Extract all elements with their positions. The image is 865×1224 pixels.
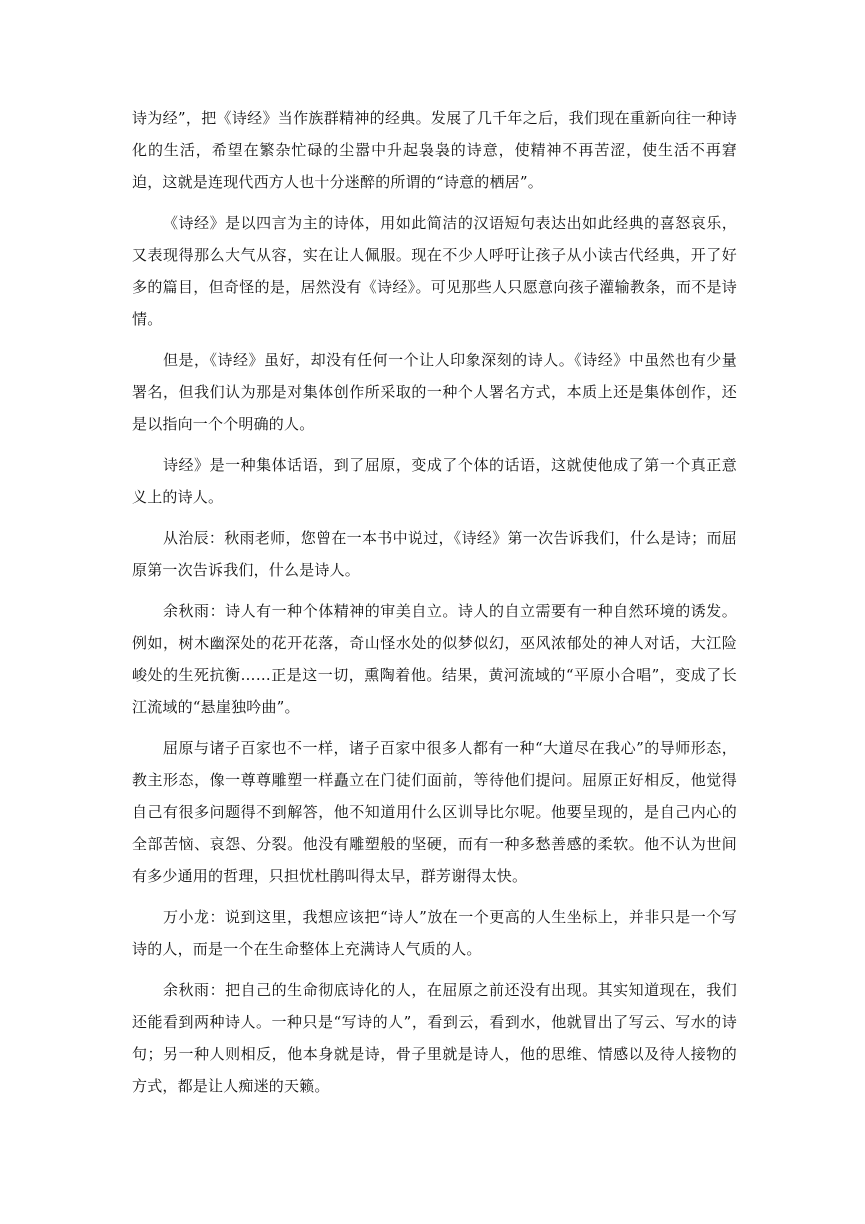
paragraph-shijing-form: 《诗经》是以四言为主的诗体，用如此简洁的汉语短句表达出如此经典的喜怒哀乐，又表现得那么大气从容，实在让人佩服。现在不少人呼吁让孩子从小读古代经典，开了好多的篇目，但奇怪的是，居然没有《诗经》。可见那些人只愿意向孩子灌输教条，而不是诗情。 [132, 214, 737, 328]
paragraph-collective-discourse: 诗经》是一种集体话语，到了屈原，变成了个体的话语，这就使他成了第一个真正意义上的诗人。 [132, 456, 737, 506]
paragraph-yu-qiuyu-1: 余秋雨：诗人有一种个体精神的审美自立。诗人的自立需要有一种自然环境的诱发。例如，树木幽深处的花开花落，奇山怪水处的似梦似幻，巫风浓郁处的神人对话，大江险峻处的生死抗衡……正是这一切，熏陶着他。结果，黄河流域的“平原小合唱”，变成了长江流域的“悬崖独吟曲”。 [132, 602, 737, 716]
paragraph-qu-yuan-contrast: 屈原与诸子百家也不一样，诸子百家中很多人都有一种“大道尽在我心”的导师形态，教主形态，像一尊尊雕塑一样矗立在门徒们面前，等待他们提问。屈原正好相反，他觉得自己有很多问题得不到解答，他不知道用什么区训导比尔呢。他要呈现的，是自己内心的全部苦恼、哀怨、分裂。他没有雕塑般的坚硬，而有一种多愁善感的柔软。他不认为世间有多少通用的哲理，只担忧杜鹃叫得太早，群芳谢得太快。 [132, 739, 737, 885]
paragraph-no-poet: 但是，《诗经》虽好，却没有任何一个让人印象深刻的诗人。《诗经》中虽然也有少量署名，但我们认为那是对集体创作所采取的一种个人署名方式，本质上还是集体创作，还是以指向一个个明确的人。 [132, 351, 737, 433]
paragraph-continuation: 诗为经”，把《诗经》当作族群精神的经典。发展了几千年之后，我们现在重新向往一种诗化的生活，希望在繁杂忙碌的尘嚣中升起袅袅的诗意，使精神不再苦涩，使生活不再窘迫，这就是连现代西方人也十分迷醉的所谓的“诗意的栖居”。 [132, 109, 737, 191]
paragraph-yu-qiuyu-2: 余秋雨：把自己的生命彻底诗化的人，在屈原之前还没有出现。其实知道现在，我们还能看到两种诗人。一种只是“写诗的人”，看到云，看到水，他就冒出了写云、写水的诗句；另一种人则相反，他本身就是诗，骨子里就是诗人，他的思维、情感以及待人接物的方式，都是让人痴迷的天籁。 [132, 981, 737, 1095]
paragraph-cong-zhichen: 从治辰：秋雨老师，您曾在一本书中说过，《诗经》第一次告诉我们，什么是诗；而屈原第一次告诉我们，什么是诗人。 [132, 529, 737, 579]
paragraph-wan-xiaolong: 万小龙：说到这里，我想应该把“诗人”放在一个更高的人生坐标上，并非只是一个写诗的人，而是一个在生命整体上充满诗人气质的人。 [132, 908, 737, 958]
